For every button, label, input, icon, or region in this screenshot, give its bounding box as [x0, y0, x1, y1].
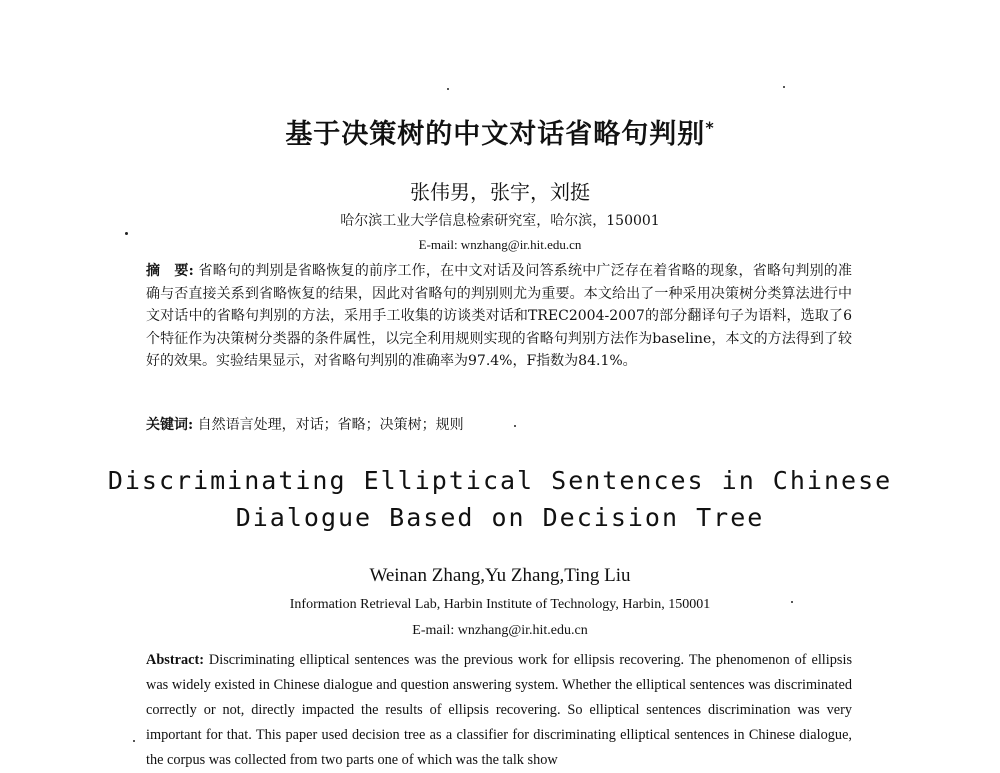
chinese-keywords — [146, 414, 852, 436]
scan-speck — [447, 88, 449, 90]
chinese-keywords-text: 自然语言处理，对话；省略；决策树；规则 — [197, 417, 464, 433]
english-title-line-1: Discriminating Elliptical Sentences in Chinese — [107, 466, 893, 495]
scan-speck — [783, 86, 785, 88]
chinese-title — [0, 112, 1000, 151]
english-title-line-2: Dialogue Based on Decision Tree — [235, 503, 765, 532]
chinese-affiliation: 哈尔滨工业大学信息检索研究室，哈尔滨，150001 — [340, 213, 660, 229]
english-email: E-mail: wnzhang@ir.hit.edu.cn — [412, 623, 588, 638]
english-abstract-label: Abstract: — [146, 652, 204, 668]
chinese-title-text: 基于决策树的中文对话省略句判别 — [285, 119, 706, 150]
scan-speck — [133, 740, 135, 742]
title-footnote-mark: * — [705, 118, 715, 137]
chinese-abstract-text: 省略句的判别是省略恢复的前序工作，在中文对话及问答系统中广泛存在着省略的现象，省略句判别的准确与否直接关系到省略恢复的结果，因此对省略句的判别则尤为重要。本文给出了一种采用决策树分类算法进行中文对话中的省略句判别的方法，采用手工收集的访谈类对话和TREC2004-2007的部分翻译句子为语料，选取了6个特征作为决策树分类器的条件属性，以完全利用规则实现的省略句判别方法作为baseline，本文的方法得到了较好的效果。实验结果显示，对省略句判别的准确率为97.4%，F指数为84.1%。 — [146, 263, 853, 369]
chinese-authors: 张伟男，张宇，刘挺 — [410, 180, 590, 204]
english-authors: Weinan Zhang,Yu Zhang,Ting Liu — [369, 565, 631, 586]
chinese-abstract-label: 摘 要: — [146, 263, 194, 279]
english-abstract — [146, 648, 852, 773]
chinese-abstract — [146, 260, 852, 373]
english-abstract-text: Discriminating elliptical sentences was the previous work for ellipsis recovering. The phenomenon of ellipsis was widely existed in Chinese dialogue and question answering system. Whether the elliptical sentences was discriminated correctly or not, directly impacted the results of ellipsis recovering. So elliptical sentences discrimination was very important for that. This paper used decision tree as a classifier for discriminating elliptical sentences in Chinese dialogue, the corpus was collected from two parts one of which was the talk show — [146, 652, 853, 768]
scan-speck — [125, 232, 128, 235]
english-affiliation: Information Retrieval Lab, Harbin Institute of Technology, Harbin, 150001 — [289, 597, 711, 612]
scan-speck — [791, 601, 793, 603]
scan-speck — [514, 425, 516, 427]
chinese-keywords-label: 关键词: — [146, 417, 194, 433]
english-title — [0, 462, 1000, 536]
chinese-email: E-mail: wnzhang@ir.hit.edu.cn — [418, 237, 582, 252]
